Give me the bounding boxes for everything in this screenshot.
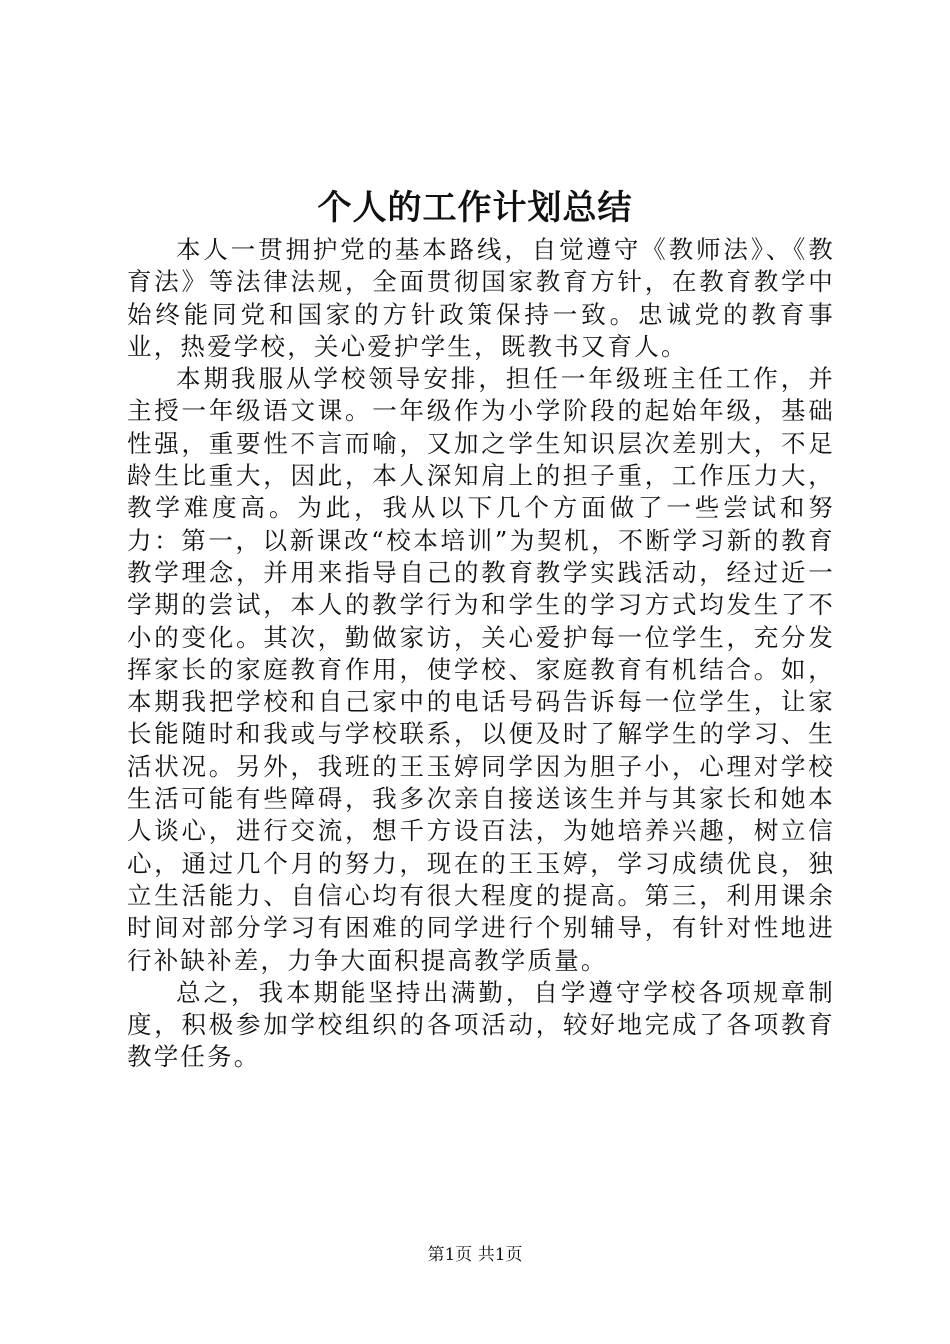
document-body	[127, 234, 835, 1074]
document-title: 个人的工作计划总结	[317, 188, 633, 228]
page-footer: 第1页 共1页	[427, 1245, 523, 1265]
paragraph-3: 总之，我本期能坚持出满勤，自学遵守学校各项规章制度，积极参加学校组织的各项活动，较好地完成了各项教育教学任务。	[127, 977, 835, 1072]
paragraph-1: 本人一贯拥护党的基本路线，自觉遵守《教师法》、《教育法》等法律法规，全面贯彻国家教育方针，在教育教学中始终能同党和国家的方针政策保持一致。忠诚党的教育事业，热爱学校，关心爱护学生，既教书又育人。	[127, 235, 835, 361]
paragraph-2: 本期我服从学校领导安排，担任一年级班主任工作，并主授一年级语文课。一年级作为小学阶段的起始年级，基础性强，重要性不言而喻，又加之学生知识层次差别大，不足龄生比重大，因此，本人深知肩上的担子重，工作压力大，教学难度高。为此，我从以下几个方面做了一些尝试和努力：第一，以新课改“校本培训”为契机，不断学习新的教育教学理念，并用来指导自己的教育教学实践活动，经过近一学期的尝试，本人的教学行为和学生的学习方式均发生了不小的变化。其次，勤做家访，关心爱护每一位学生，充分发挥家长的家庭教育作用，使学校、家庭教育有机结合。如，本期我把学校和自己家中的电话号码告诉每一位学生，让家长能随时和我或与学校联系，以便及时了解学生的学习、生活状况。另外，我班的王玉婷同学因为胆子小，心理对学校生活可能有些障碍，我多次亲自接送该生并与其家长和她本人谈心，进行交流，想千方设百法，为她培养兴趣，树立信心，通过几个月的努力，现在的王玉婷，学习成绩优良，独立生活能力、自信心均有很大程度的提高。第三，利用课余时间对部分学习有困难的同学进行个别辅导，有针对性地进行补缺补差，力争大面积提高教学质量。	[127, 364, 835, 975]
